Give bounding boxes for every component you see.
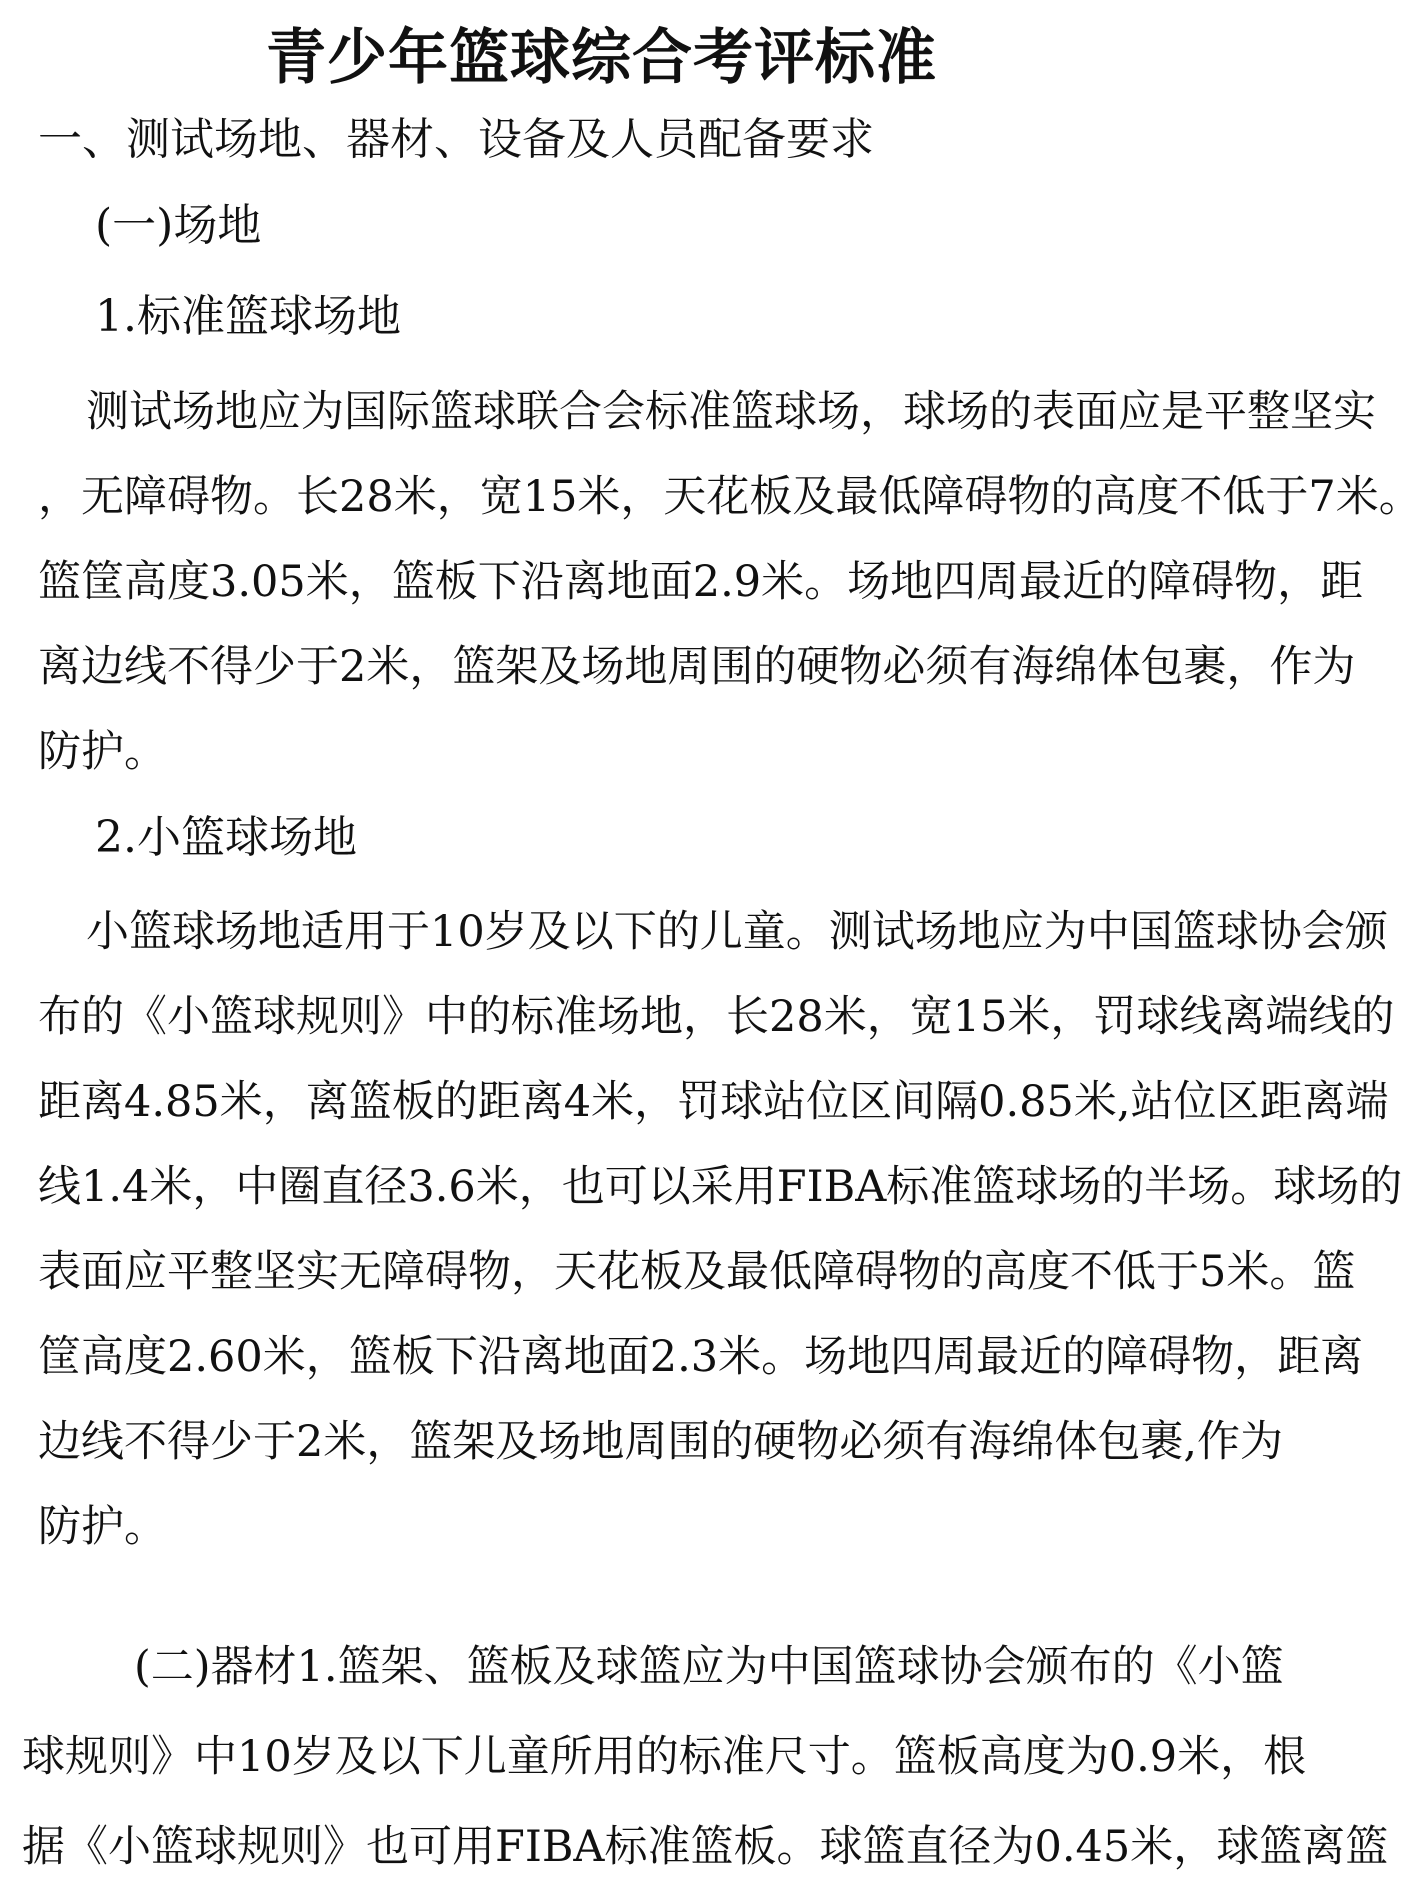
paragraph-line: 小篮球场地适用于10岁及以下的儿童。测试场地应为中国篮球协会颁 — [86, 907, 1388, 957]
paragraph-line: 防护。 — [38, 1502, 167, 1552]
paragraph-standard-court — [38, 370, 1422, 795]
paragraph-line: 边线不得少于2米，篮架及场地周围的硬物必须有海绵体包裹,作为 — [38, 1417, 1284, 1467]
paragraph-line: 布的《小篮球规则》中的标准场地，长28米，宽15米，罚球线离端线的 — [38, 992, 1395, 1042]
paragraph-line: 表面应平整坚实无障碍物，天花板及最低障碍物的高度不低于5米。篮 — [38, 1247, 1356, 1297]
paragraph-line: 篮筐高度3.05米，篮板下沿离地面2.9米。场地四周最近的障碍物，距 — [38, 557, 1364, 607]
document-title: 青少年篮球综合考评标准 — [266, 23, 937, 93]
section-heading: 一、测试场地、器材、设备及人员配备要求 — [38, 114, 874, 165]
paragraph-line: 测试场地应为国际篮球联合会标准篮球场，球场的表面应是平整坚实 — [86, 387, 1376, 437]
paragraph-line: 筐高度2.60米，篮板下沿离地面2.3米。场地四周最近的障碍物，距离 — [38, 1332, 1364, 1382]
paragraph-line: 据《小篮球规则》也可用FIBA标准篮板。球篮直径为0.45米，球篮离篮 — [22, 1822, 1389, 1872]
paragraph-line: 球规则》中10岁及以下儿童所用的标准尺寸。篮板高度为0.9米，根 — [22, 1732, 1307, 1782]
paragraph-mini-court — [38, 890, 1403, 1570]
paragraph-line: (二)器材1.篮架、篮板及球篮应为中国篮球协会颁布的《小篮 — [134, 1642, 1284, 1692]
paragraph-line: 离边线不得少于2米，篮架及场地周围的硬物必须有海绵体包裹，作为 — [38, 642, 1356, 692]
paragraph-line: 距离4.85米，离篮板的距离4米，罚球站位区间隔0.85米,站位区距离端 — [38, 1077, 1389, 1127]
paragraph-line: 防护。 — [38, 727, 167, 777]
paragraph-line: 线1.4米，中圈直径3.6米，也可以采用FIBA标准篮球场的半场。球场的 — [38, 1162, 1403, 1212]
item-heading-mini-court: 2.小篮球场地 — [95, 812, 357, 863]
paragraph-equipment — [22, 1622, 1389, 1892]
item-heading-standard-court: 1.标准篮球场地 — [95, 291, 401, 342]
subsection-heading-venue: (一)场地 — [95, 200, 262, 251]
paragraph-line: ，无障碍物。长28米，宽15米，天花板及最低障碍物的高度不低于7米。 — [38, 472, 1422, 522]
